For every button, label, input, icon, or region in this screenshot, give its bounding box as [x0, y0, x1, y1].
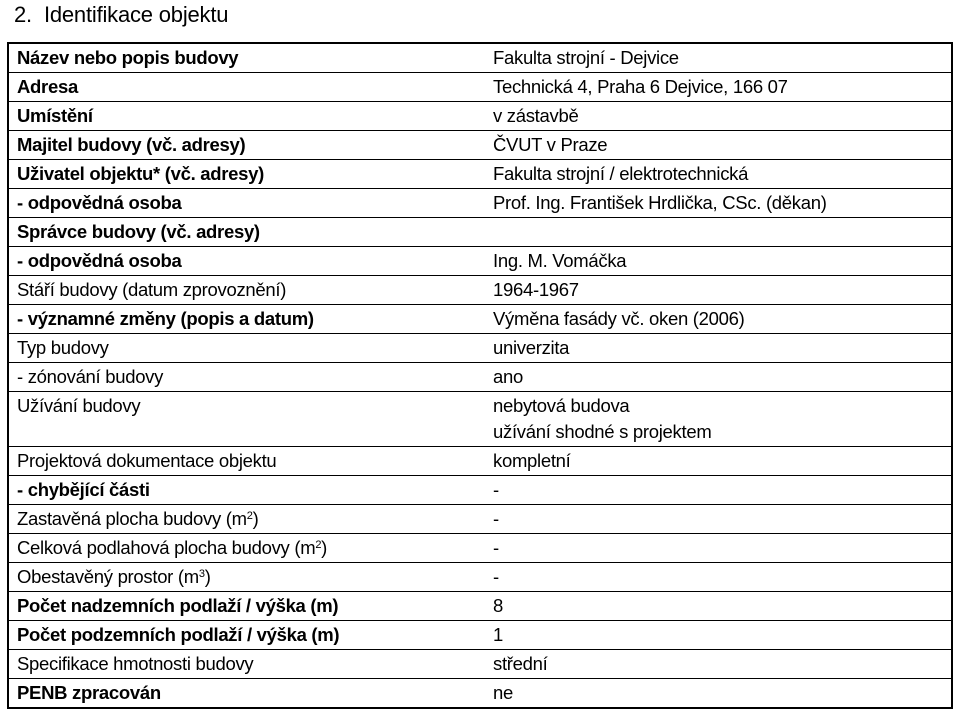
row-value: Fakulta strojní / elektrotechnická — [493, 163, 749, 184]
row-label: - zónování budovy — [17, 366, 164, 387]
row-value: Technická 4, Praha 6 Dejvice, 166 07 — [493, 76, 788, 97]
row-value: nebytová budova — [493, 395, 630, 416]
row-value: Ing. M. Vomáčka — [493, 250, 627, 271]
row-label: Počet podzemních podlaží / výška (m) — [17, 624, 340, 645]
row-value: - — [493, 537, 499, 558]
row-value: střední — [493, 653, 548, 674]
row-value: kompletní — [493, 450, 571, 471]
row-value-second-line: užívání shodné s projektem — [493, 421, 712, 442]
row-value: - — [493, 508, 499, 529]
table-row — [9, 44, 951, 73]
table-row — [9, 505, 951, 534]
table-row — [9, 218, 951, 247]
row-label: Název nebo popis budovy — [17, 47, 239, 68]
row-label: - významné změny (popis a datum) — [17, 308, 314, 329]
section-heading — [14, 2, 228, 28]
row-label: - chybějící části — [17, 479, 150, 500]
row-label: Specifikace hmotnosti budovy — [17, 653, 254, 674]
identification-table — [7, 42, 953, 709]
table-row — [9, 247, 951, 276]
row-value: 8 — [493, 595, 503, 616]
row-label: Počet nadzemních podlaží / výška (m) — [17, 595, 339, 616]
row-label: PENB zpracován — [17, 682, 161, 703]
table-row — [9, 621, 951, 650]
row-value: - — [493, 479, 499, 500]
table-row — [9, 102, 951, 131]
row-label: Majitel budovy (vč. adresy) — [17, 134, 246, 155]
table-row — [9, 160, 951, 189]
row-value: univerzita — [493, 337, 570, 358]
row-label: Typ budovy — [17, 337, 109, 358]
table-row — [9, 534, 951, 563]
row-value: v zástavbě — [493, 105, 579, 126]
row-value: ano — [493, 366, 523, 387]
table-row — [9, 73, 951, 102]
row-value: ne — [493, 682, 513, 703]
table-row — [9, 563, 951, 592]
table-row — [9, 392, 951, 447]
row-label: Užívání budovy — [17, 395, 141, 416]
row-label: Obestavěný prostor $(m^3)$ — [17, 566, 211, 587]
row-value: ČVUT v Praze — [493, 134, 608, 155]
row-label: Zastavěná plocha budovy $(m^2)$ — [17, 508, 259, 529]
table-row — [9, 189, 951, 218]
row-label: Uživatel objektu* (vč. adresy) — [17, 163, 265, 184]
section-number: 2. — [14, 2, 32, 27]
row-label: Projektová dokumentace objektu — [17, 450, 277, 471]
row-value: - — [493, 566, 499, 587]
table-row — [9, 276, 951, 305]
row-label: Správce budovy (vč. adresy) — [17, 221, 260, 242]
table-row — [9, 131, 951, 160]
row-value: 1 — [493, 624, 503, 645]
table-row — [9, 592, 951, 621]
row-label: Umístění — [17, 105, 93, 126]
row-value: Výměna fasády vč. oken (2006) — [493, 308, 745, 329]
row-label: Celková podlahová plocha budovy $(m^2)$ — [17, 537, 328, 558]
table-row — [9, 363, 951, 392]
row-label: Stáří budovy (datum zprovoznění) — [17, 279, 287, 300]
row-label: - odpovědná osoba — [17, 192, 182, 213]
row-value: Prof. Ing. František Hrdlička, CSc. (děkan) — [493, 192, 827, 213]
row-value: 1964-1967 — [493, 279, 579, 300]
row-value: Fakulta strojní - Dejvice — [493, 47, 679, 68]
row-label: Adresa — [17, 76, 78, 97]
table-row — [9, 650, 951, 679]
table-row — [9, 447, 951, 476]
section-title: Identifikace objektu — [43, 2, 229, 27]
table-row — [9, 476, 951, 505]
table-row — [9, 334, 951, 363]
row-label: - odpovědná osoba — [17, 250, 182, 271]
table-row — [9, 679, 951, 707]
table-row — [9, 305, 951, 334]
